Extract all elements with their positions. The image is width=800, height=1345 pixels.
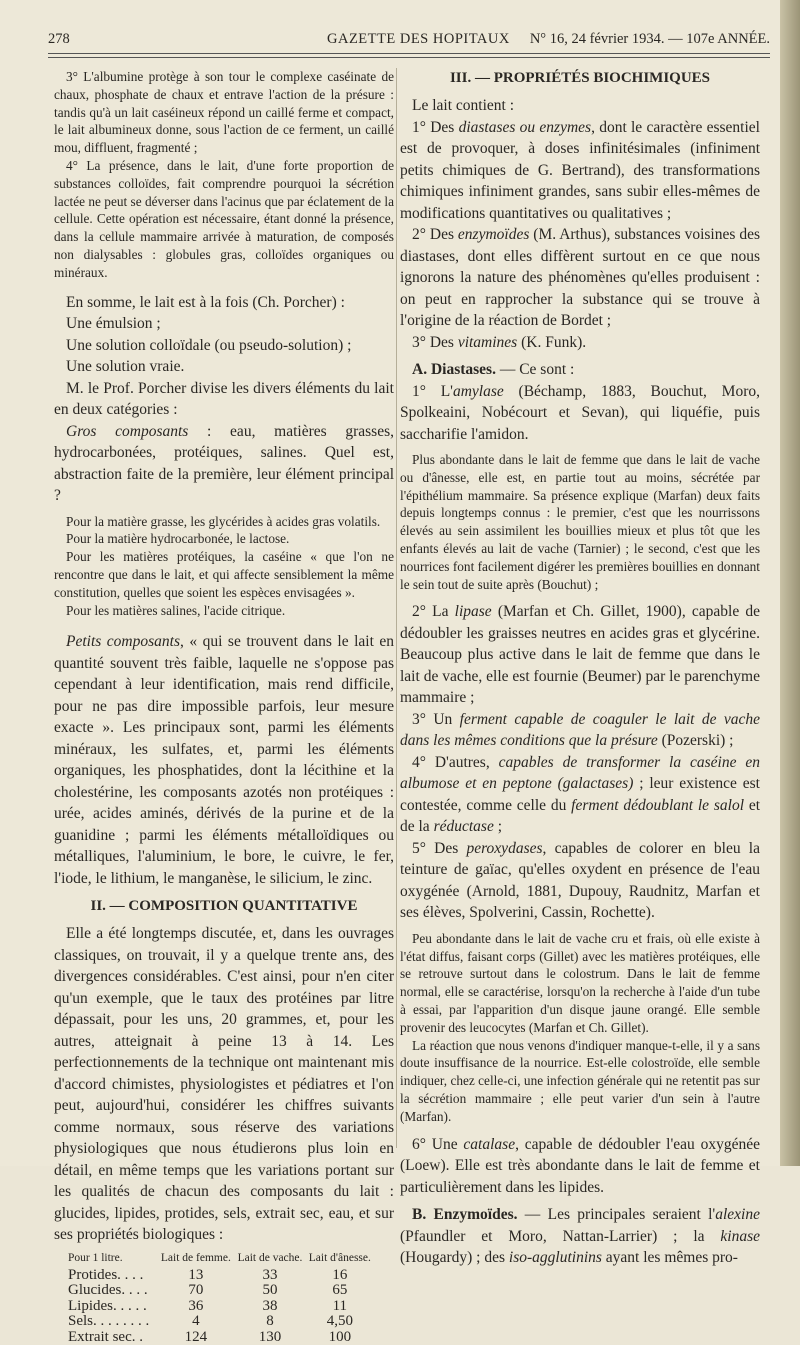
italic-term: iso-agglutinins	[508, 1249, 602, 1267]
text: 2° La	[412, 603, 455, 621]
paragraph-text: : eau, matières grasses, hydrocarbonées, protéiques, salines. Quel est, abstraction faite de la première, leur élément principal ?	[54, 422, 394, 505]
paragraph	[400, 752, 760, 838]
text: , capable de dédoubler l'eau oxygénée (Loew). Elle est très abondante dans le lait de femme et particulièrement dans les lipides.	[400, 1135, 760, 1196]
paragraph	[400, 709, 760, 752]
paragraph: Une solution vraie.	[66, 358, 185, 376]
table-header: Lait de femme.	[160, 1251, 231, 1264]
table-cell: 4,50	[326, 1313, 353, 1330]
table-row	[68, 1268, 374, 1284]
text: 2° Des	[412, 226, 458, 243]
text: (Marfan et Ch. Gillet, 1900), capable de dédoubler les graisses neutres en acides gras et glycérine. Beaucoup plus active dans le lait de femme que dans le lait de vache, elle est fournie (Beumer) par le parenchyme mammaire ;	[400, 603, 761, 707]
text: (Hougardy) ; des	[400, 1249, 509, 1267]
text: (Pfaundler et Moro, Nattan-Larrier) ; la	[400, 1227, 721, 1245]
table-cell: Glucides. . . .	[68, 1282, 148, 1299]
italic-term: ferment capable de coaguler le lait de vache dans les mêmes conditions que la présure	[400, 710, 760, 750]
table-cell: 100	[328, 1328, 352, 1345]
table-header: Pour 1 litre.	[68, 1251, 123, 1264]
text: , capables de colorer en bleu la teinture de gaïac, qu'elles oxydent en présence de l'eau oxygénée (Arnold, 1881, Dupouy, Raudnitz, Marfan et ses élèves, Spolverini, Cassin, Rochette).	[400, 839, 760, 922]
italic-term: alexine	[715, 1206, 760, 1224]
paragraph: Pour les matières salines, l'acide citrique.	[66, 602, 286, 618]
text: 3° Des	[412, 333, 458, 351]
text: (Béchamp, 1883, Bouchut, Moro, Spolkeaini, Nobécourt et Sevan), qui liquéfie, puis saccharifie l'amidon.	[400, 382, 760, 443]
table-cell: 50	[262, 1282, 278, 1299]
header-rule-2	[48, 57, 770, 58]
paragraph	[400, 1204, 760, 1269]
table-cell: Sels. . . . . . . .	[68, 1313, 150, 1330]
table-row	[68, 1299, 374, 1315]
paragraph: La réaction que nous venons d'indiquer manque-t-elle, il y a sans doute insuffisance de la nourrice. Est-elle colostroïde, elle semble indiquer, chez celle-ci, une infection générale qui ne retentit pas sur la sécrétion mammaire ; elle peut varier d'un sein à l'autre (Marfan).	[400, 1037, 760, 1124]
paragraph	[400, 359, 760, 381]
section-heading: II. — COMPOSITION QUANTITATIVE	[90, 898, 358, 915]
paragraph	[54, 421, 394, 507]
text: — Ce sont :	[495, 361, 575, 378]
text: — Les principales seraient l'	[517, 1206, 716, 1224]
paragraph	[54, 631, 394, 889]
paragraph	[400, 117, 760, 225]
text: , dont le caractère essentiel est de provoquer, à doses infinitésimales (infiniment petits chimiques de G. Bertrand), des transformations chimiques infiniment grandes, sans subir elles-mêmes de modifications quantitatives ou qualitatives ;	[400, 118, 760, 222]
italic-term: réductase	[433, 818, 494, 836]
italic-term: lipase	[454, 603, 492, 621]
text: 1° Des	[412, 118, 459, 136]
table-cell: Protides. . . .	[68, 1266, 144, 1283]
text: (Pozerski) ;	[657, 732, 734, 750]
italic-term: Petits composants	[66, 633, 180, 651]
text: 6° Une	[412, 1135, 464, 1153]
paragraph: Pour la matière grasse, les glycérides à acides gras volatils.	[66, 513, 381, 529]
column-divider	[396, 68, 397, 1148]
italic-term: peroxydases	[466, 839, 543, 857]
italic-term: amylase	[452, 382, 504, 400]
section-heading: III. — PROPRIÉTÉS BIOCHIMIQUES	[449, 70, 711, 86]
italic-term: kinase	[720, 1227, 760, 1245]
paragraph	[400, 601, 760, 709]
left-column	[54, 68, 394, 1345]
italic-term: diastases ou enzymes	[458, 118, 592, 136]
table-cell: 33	[262, 1266, 278, 1283]
composition-table	[68, 1252, 374, 1345]
italic-term: vitamines	[457, 333, 518, 351]
paragraph	[400, 224, 760, 332]
table-cell: 65	[332, 1282, 348, 1299]
text: 3° Un	[412, 710, 460, 728]
paragraph: 3° L'albumine protège à son tour le complexe caséinate de chaux, phosphate de chaux et entrave l'action de la présure : tandis qu'à un lait caséineux répond un caillé ferme et compact, le lait albumineux donne, sous l'action de ce ferment, un caillé mou, diffluent, fragmenté ;	[54, 69, 394, 156]
text: 1° L'	[412, 382, 453, 400]
page-header	[48, 31, 770, 49]
table-header: Lait d'ânesse.	[308, 1251, 371, 1264]
paragraph	[400, 381, 760, 446]
paragraph: Elle a été longtemps discutée, et, dans les ouvrages classiques, on trouvait, il y a quelque trente ans, des divergences considérables. C'est ainsi, pour n'en citer qu'un exemple, que le taux des protéines par litre dépassait, pour les uns, 20 grammes, et, pour les autres, atteignait à peine 13 à 14. Les perfectionnements de la technique ont maintenant mis d'accord chimistes, physiologistes et pédiatres et l'on peut, aujourd'hui, considérer les chiffres suivants comme normaux, sous réserve des variations physiologiques que nous étudierons plus loin en détail, en même temps que les variations portant sur les qualités de chacun des composants du lait : glucides, lipides, protides, sels, extrait sec, eau, et sur ses propriétés biologiques :	[54, 925, 394, 1244]
italic-term: catalase	[463, 1135, 516, 1153]
italic-term: capables de transformer la caséine en albumose et en peptone (galactases)	[400, 753, 760, 793]
text: ;	[493, 818, 503, 836]
table-cell: 16	[332, 1266, 348, 1283]
paragraph	[400, 838, 760, 924]
table-cell: 8	[266, 1313, 274, 1330]
paragraph: Pour les matières protéiques, la caséine « que l'on ne rencontre que dans le lait, et qui affecte sensiblement la même constitution, quelles que soient les espèces envisagées ».	[54, 549, 394, 600]
table-cell: 38	[262, 1297, 278, 1314]
subheading: A. Diastases.	[412, 361, 496, 378]
page-number: 278	[48, 31, 70, 47]
text: (M. Arthus), substances voisines des diastases, dont elles diffèrent surtout en ce que nous ignorons la nature des phénomènes qu'elles produisent : on peut en rapprocher la substance qui se trouve à l'origine de la réaction de Bordet ;	[400, 226, 760, 329]
paragraph: Le lait contient :	[412, 97, 515, 114]
table-cell: 124	[184, 1328, 208, 1345]
table-cell: Lipides. . . . .	[68, 1297, 147, 1314]
paragraph: En somme, le lait est à la fois (Ch. Porcher) :	[66, 293, 345, 311]
paragraph: 4° La présence, dans le lait, d'une forte proportion de substances colloïdes, fait comprendre pourquoi la sécrétion lactée ne peut se déverser dans l'acinus que par éclatement de la cellule. Cette opération est nécessaire, étant donné la présence, dans la cellule mammaire arrivée à maturation, de composés non dialysables : globules gras, colloïdes organiques ou minéraux.	[54, 157, 394, 280]
table-cell: 36	[188, 1297, 204, 1314]
paragraph: Une solution colloïdale (ou pseudo-solution) ;	[66, 336, 352, 354]
text: 4° D'autres,	[412, 753, 499, 771]
table-row	[68, 1330, 374, 1345]
italic-term: Gros composants	[66, 422, 189, 440]
table-cell: Extrait sec. .	[68, 1328, 143, 1345]
text: et de la	[400, 796, 761, 836]
paragraph: Pour la matière hydrocarbonée, le lactose.	[66, 531, 290, 547]
table-cell: 13	[188, 1266, 204, 1283]
table-row	[68, 1314, 374, 1330]
text: 5° Des	[412, 839, 467, 857]
paragraph	[400, 332, 760, 354]
header-rule	[48, 53, 770, 54]
journal-title: GAZETTE DES HOPITAUX	[327, 31, 510, 47]
paragraph: Une émulsion ;	[66, 315, 161, 333]
subheading: B. Enzymoïdes.	[412, 1206, 518, 1224]
table-row	[68, 1283, 374, 1299]
table-header: Lait de vache.	[237, 1251, 303, 1264]
italic-term: ferment dédoublant le salol	[571, 796, 745, 814]
paragraph: Peu abondante dans le lait de vache cru et frais, où elle existe à l'état diffus, faisant corps (Gillet) avec les matières protéiques, elle se retrouve surtout dans le colostrum. Dans le lait de femme normal, elle se caractérise, lorsqu'on la recherche à l'aide d'un tube à essai, par l'apparition d'un disque jaune orangé. Elle semble provenir des leucocytes (Marfan et Ch. Gillet).	[400, 930, 760, 1035]
right-column	[400, 68, 760, 1269]
table-cell: 70	[188, 1282, 204, 1299]
table-header-row	[68, 1252, 374, 1268]
italic-term: enzymoïdes	[457, 226, 530, 243]
text: (K. Funk).	[517, 333, 587, 351]
text: ; leur existence est contestée, comme celle du	[400, 775, 760, 814]
table-cell: 11	[332, 1297, 348, 1314]
page-edge-shadow	[780, 0, 800, 1166]
paragraph: M. le Prof. Porcher divise les divers éléments du lait en deux catégories :	[54, 379, 394, 419]
text: ayant les mêmes pro-	[601, 1249, 738, 1267]
table-cell: 4	[192, 1313, 200, 1330]
paragraph: Plus abondante dans le lait de femme que dans le lait de vache ou d'ânesse, elle est, en partie tout au moins, sécrétée par l'épithélium mammaire. Sa présence explique (Marfan) deux faits depuis longtemps connus : le premier, c'est que les nourrissons élevés au sein assimilent les bouillies mieux et plus tôt que les enfants élevés au lait de vache (Tarnier) ; le second, c'est que les nourrices font facilement digérer les premières bouillies en donnant le sein tout de suite après (Bouchut) ;	[400, 452, 760, 592]
issue-info: N° 16, 24 février 1934. — 107e ANNÉE.	[529, 31, 770, 47]
table-cell: 130	[258, 1328, 282, 1345]
paragraph-text: , « qui se trouvent dans le lait en quantité souvent très faible, laquelle ne s'oppose pas cependant à leur identification, mais rend difficile, pour ne pas dire impossible parfois, leur mesure exacte ». Les principaux sont, parmi les éléments minéraux, les sulfates, et, parmi les éléments organiques, les phosphatides, dont la lécithine et la cholestérine, les composants azotés non protéiques : urée, acides aminés, dérivés de la purine et de la guanidine ; parmi les éléments métalloïdiques ou métalliques, l'aluminium, le bore, le cuivre, le fer, l'iode, le lithium, le manganèse, le silicium, le zinc.	[54, 633, 394, 887]
